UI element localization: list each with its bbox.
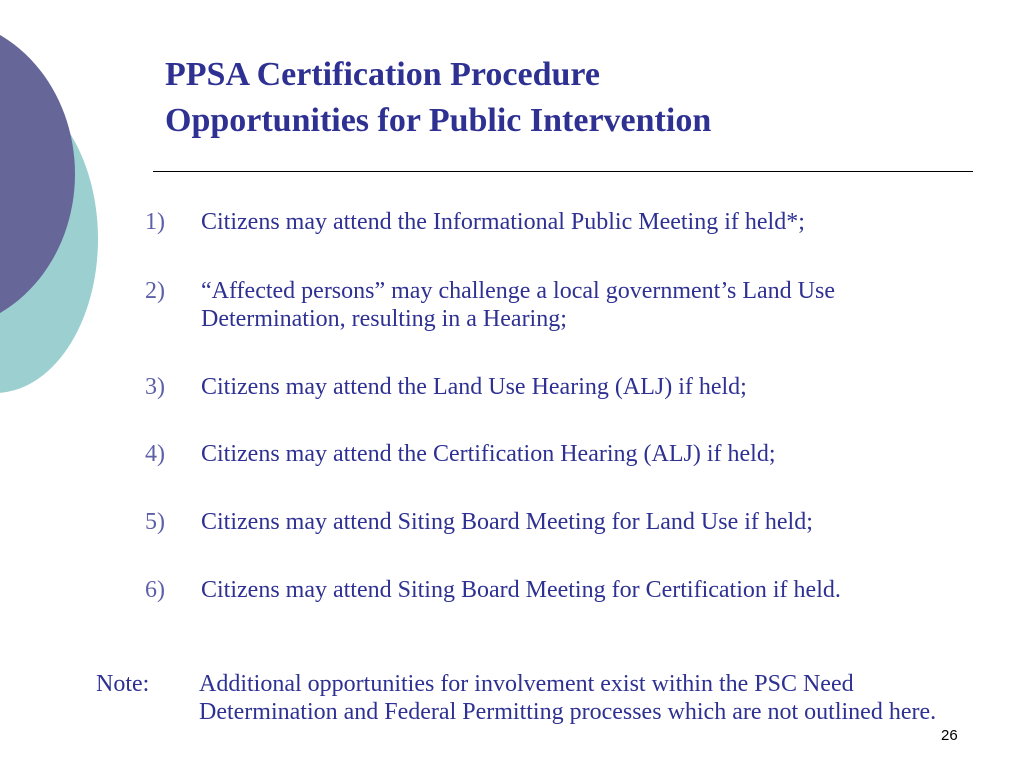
- note-label: Note:: [96, 671, 150, 697]
- slide-title-line-1: PPSA Certification Procedure: [165, 56, 600, 93]
- slide-title: [165, 52, 711, 144]
- note-text: Additional opportunities for involvement exist within the PSC Need Determination and Federal Permitting processes which are not outlined here.: [199, 671, 937, 725]
- list-item-text: “Affected persons” may challenge a local government’s Land Use Determination, resulting in a Hearing;: [201, 278, 835, 332]
- list-item-number: 4): [145, 441, 165, 467]
- title-divider: [153, 171, 973, 172]
- list-item-number: 3): [145, 374, 165, 400]
- list-item: [145, 508, 985, 536]
- slide-title-line-2: Opportunities for Public Intervention: [165, 102, 712, 139]
- list-item-number: 6): [145, 577, 165, 603]
- list-item-text: Citizens may attend Siting Board Meeting for Land Use if held;: [201, 509, 813, 535]
- list-item: [145, 277, 985, 333]
- list-item-text: Citizens may attend the Informational Public Meeting if held*;: [201, 209, 805, 235]
- page-number: 26: [941, 727, 958, 744]
- list-item: [145, 208, 985, 236]
- list-item: [145, 576, 985, 604]
- list-item: [145, 373, 985, 401]
- list-item: [145, 440, 985, 468]
- list-item-text: Citizens may attend the Land Use Hearing (ALJ) if held;: [201, 374, 747, 400]
- note-block: [96, 670, 986, 726]
- list-item-number: 1): [145, 209, 165, 235]
- list-item-text: Citizens may attend the Certification Hearing (ALJ) if held;: [201, 441, 776, 467]
- list-item-text: Citizens may attend Siting Board Meeting for Certification if held.: [201, 577, 841, 603]
- list-item-number: 5): [145, 509, 165, 535]
- list-item-number: 2): [145, 278, 165, 304]
